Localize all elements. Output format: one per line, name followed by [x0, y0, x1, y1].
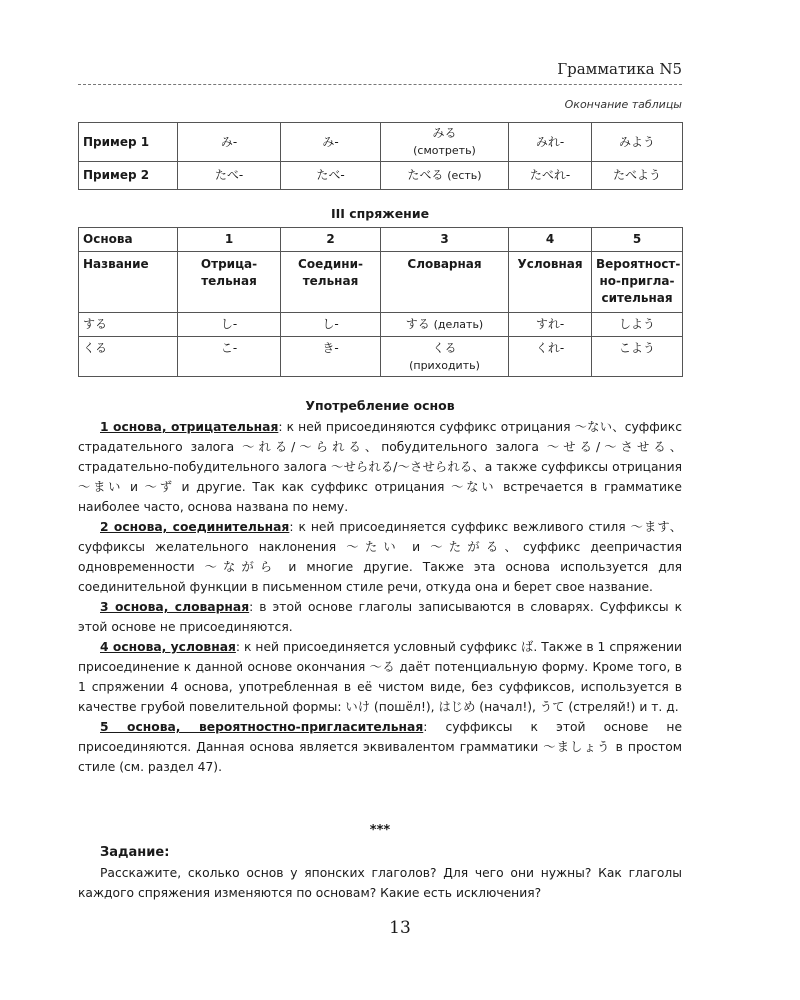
usage-paragraph [78, 517, 682, 597]
usage-paragraph [78, 637, 682, 717]
stem-term: 5 основа, вероятностно-пригласительная [100, 720, 424, 734]
table-cell: たべ- [178, 162, 281, 190]
usage-title: Употребление основ [305, 398, 455, 413]
stem-number: 1 [178, 228, 281, 252]
paragraph-text: : к ней присоединяется условный суффикс ば. Также в 1 спряжении присоединение к данной основе окончания ～る даёт потенциальную форму. Кроме того, в 1 спряжении 4 основа, употребленная в её чистом виде, без суффиксов, используется в качестве грубой повелительной формы: いけ (пошёл!), はじめ (начал!), うて (стреляй!) и т. д. [78, 640, 682, 714]
table-row [79, 313, 683, 337]
table-cell: し- [281, 313, 381, 337]
table-continuation-caption: Окончание таблицы [564, 98, 682, 111]
task-text: Расскажите, сколько основ у японских глаголов? Для чего они нужны? Как глаголы каждого спряжения изменяются по основам? Какие есть исключения? [78, 866, 682, 900]
cell-form: する [405, 317, 430, 331]
cell-translation: (приходить) [409, 359, 480, 372]
cell-translation: (делать) [433, 318, 484, 331]
stem-number: 3 [381, 228, 509, 252]
running-header-title: Грамматика N5 [557, 60, 682, 78]
table-row [79, 123, 683, 162]
stem-number: 5 [592, 228, 683, 252]
table-row [79, 252, 683, 313]
page-number: 13 [389, 918, 411, 938]
cell-form: くる [432, 341, 457, 355]
table-cell: み- [178, 123, 281, 162]
row-label: Основа [79, 228, 178, 252]
row-label: Пример 2 [79, 162, 178, 190]
conjugation-title: III спряжение [330, 206, 430, 221]
stem-name: Отрица-тельная [178, 252, 281, 313]
paragraph-text: : суффиксы к этой основе не присоединяются. Данная основа является эквивалентом грамматики ～ましょう в простом стиле (см. раздел 47). [78, 720, 683, 774]
table-cell: たべ- [281, 162, 381, 190]
row-label: Пример 1 [79, 123, 178, 162]
task-block [78, 843, 682, 903]
cell-translation: (смотреть) [413, 144, 476, 157]
table-cell: しよう [592, 313, 683, 337]
paragraph-text: : к ней присоединяется суффикс вежливого стиля ～ます、суффиксы желательного наклонения ～たい и ～たがる、суффикс деепричастия одновременности ～ながら и многие другие. Также эта основа используется для соединительной функции в письменном стиле речи, откуда она и берет свое название. [78, 520, 683, 594]
table-cell: し- [178, 313, 281, 337]
table-row [79, 337, 683, 377]
stem-term: 1 основа, отрицательная [100, 420, 279, 434]
paragraph-text: : к ней присоединяются суффикс отрицания ～ない、суффикс страдательного залога ～れる/～られる、побудительного залога ～せる/～させる、страдательно-побудительного залога ～せられる/～させられる、а также суффиксы отрицания ～まい и ～ず и другие. Так как суффикс отрицания ～ない встречается в грамматике наиболее часто, основа названа по нему. [78, 420, 682, 514]
table-cell: こ- [178, 337, 281, 377]
stem-name: Словарная [381, 252, 509, 313]
table-cell [381, 123, 509, 162]
table-cell [381, 337, 509, 377]
usage-body [78, 417, 682, 777]
stem-name: Условная [509, 252, 592, 313]
stem-term: 4 основа, условная [100, 640, 236, 654]
usage-paragraph [78, 597, 682, 637]
cell-form: たべる [407, 168, 444, 182]
table-cell: たべれ- [509, 162, 592, 190]
table-cell: みよう [592, 123, 683, 162]
table-cell: こよう [592, 337, 683, 377]
stem-term: 2 основа, соединительная [100, 520, 290, 534]
verb-cell: する [79, 313, 178, 337]
stem-number: 2 [281, 228, 381, 252]
table-row [79, 228, 683, 252]
table-cell: き- [281, 337, 381, 377]
table-row [79, 162, 683, 190]
cell-translation: (есть) [447, 169, 482, 182]
task-title: Задание: [100, 845, 170, 860]
paragraph-text: : в этой основе глаголы записываются в словарях. Суффиксы к этой основе не присоединяются. [78, 600, 682, 634]
table-cell: すれ- [509, 313, 592, 337]
stem-name: Соедини-тельная [281, 252, 381, 313]
verb-cell: くる [79, 337, 178, 377]
running-header [78, 60, 682, 85]
cell-form: みる [432, 126, 457, 140]
table-cell: たべよう [592, 162, 683, 190]
table-cell [381, 162, 509, 190]
conjugation-table [78, 227, 683, 377]
usage-paragraph [78, 417, 682, 517]
row-label: Название [79, 252, 178, 313]
stem-number: 4 [509, 228, 592, 252]
stem-name: Вероятност-но-пригла-сительная [592, 252, 683, 313]
table-cell: み- [281, 123, 381, 162]
examples-table [78, 122, 683, 190]
table-cell [381, 313, 509, 337]
usage-paragraph [78, 717, 682, 777]
section-separator: *** [369, 823, 391, 838]
table-cell: みれ- [509, 123, 592, 162]
table-cell: くれ- [509, 337, 592, 377]
stem-term: 3 основа, словарная [100, 600, 250, 614]
